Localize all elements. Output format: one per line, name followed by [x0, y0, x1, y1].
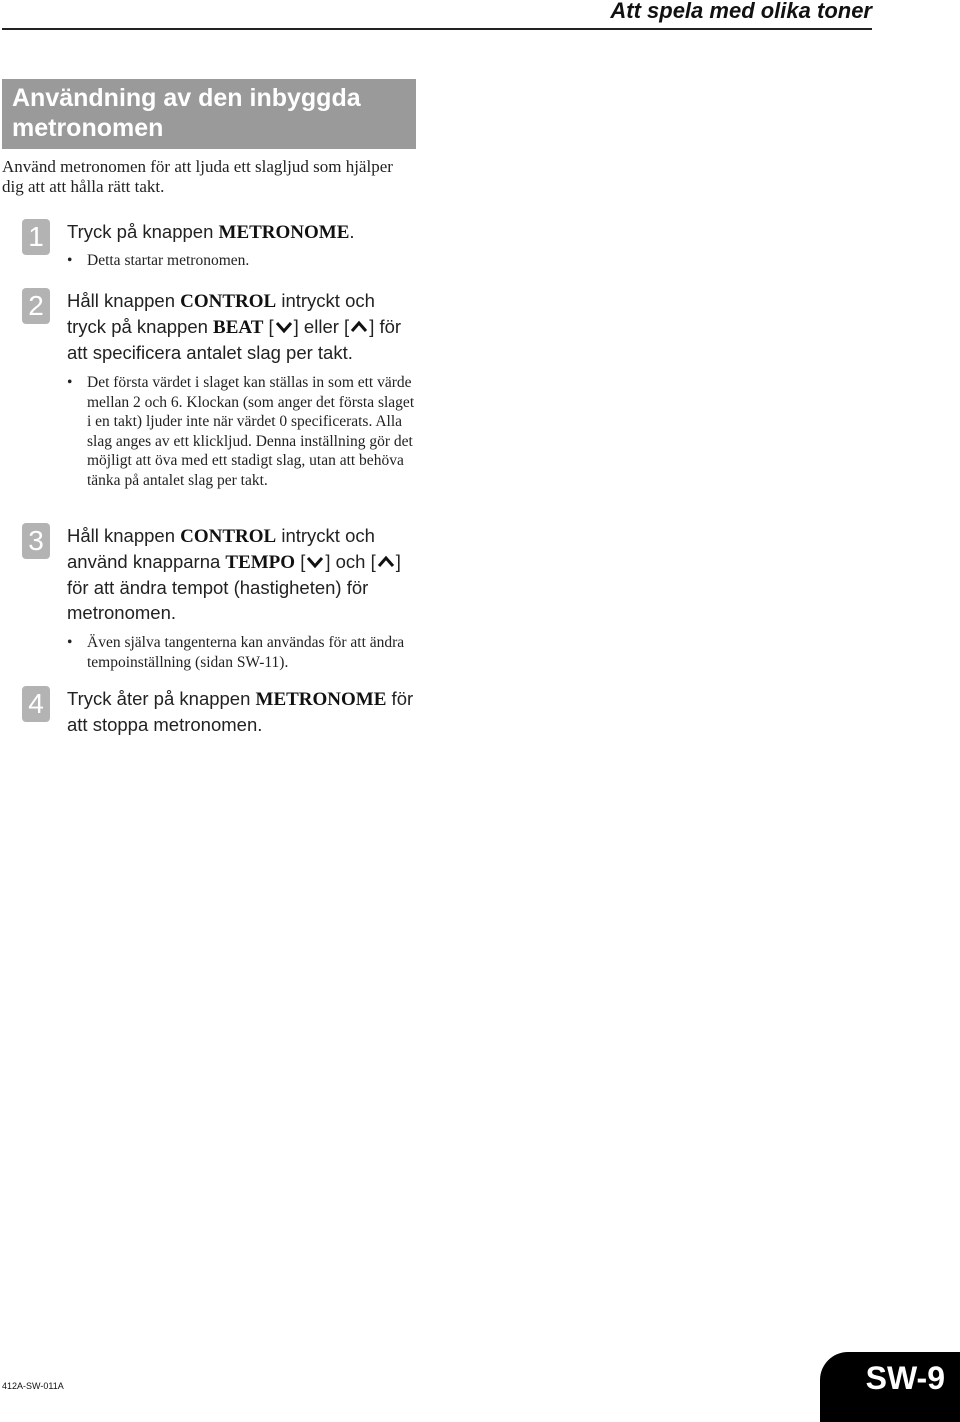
step-instruction: Tryck på knappen METRONOME. — [67, 221, 355, 243]
page-number-tab — [820, 1352, 960, 1422]
running-head: Att spela med olika toner — [610, 0, 872, 23]
step-bullet: • Det första värdet i slaget kan ställas in som ett värde mellan 2 och 6. Klockan (som anger det första slaget i en takt) ljuder inte när värdet 0 specificerats. Alla slag anges av ett klickljud. Denna inställning gör det möjligt att öva med ett stadigt slag, utan att behöva tänka på antalet slag per takt. — [67, 374, 415, 489]
chevron-down-icon — [305, 555, 325, 569]
step-1 — [22, 219, 416, 271]
chevron-down-icon — [274, 320, 294, 334]
chevron-up-icon — [349, 320, 369, 334]
step-instruction: Håll knappen CONTROL intryckt och använd knapparna TEMPO [ ] och [ ] för att ändra tempot (hastigheten) för metronomen. — [67, 525, 401, 623]
button-name-control: CONTROL — [180, 291, 277, 312]
page-number: SW-9 — [865, 1360, 945, 1396]
document-code: 412A-SW-011A — [2, 1381, 64, 1391]
step-4 — [22, 686, 416, 737]
button-name-metronome: METRONOME — [218, 222, 350, 243]
step-number: 4 — [22, 686, 50, 722]
button-name-control: CONTROL — [180, 526, 277, 547]
button-name-tempo: TEMPO — [225, 552, 296, 573]
intro-paragraph: Använd metronomen för att ljuda ett slagljud som hjälper dig att att hålla rätt takt. — [2, 157, 393, 196]
chevron-up-icon — [376, 555, 396, 569]
step-number: 3 — [22, 523, 50, 559]
step-bullet: • Detta startar metronomen. — [67, 252, 250, 269]
step-3 — [22, 523, 416, 672]
step-number: 2 — [22, 288, 50, 324]
button-name-metronome: METRONOME — [255, 689, 387, 710]
step-number: 1 — [22, 219, 50, 255]
step-bullet: • Även själva tangenterna kan användas för att ändra tempoinställning (sidan SW-11). — [67, 634, 405, 671]
step-instruction: Tryck åter på knappen METRONOME för att stoppa metronomen. — [67, 688, 414, 735]
step-2 — [22, 288, 416, 490]
step-instruction: Håll knappen CONTROL intryckt och tryck på knappen BEAT [ ] eller [ ] för att specificera antalet slag per takt. — [67, 290, 402, 363]
button-name-beat: BEAT — [213, 317, 264, 338]
section-title: Användning av den inbyggda metronomen — [2, 79, 416, 149]
header-rule — [2, 28, 872, 30]
